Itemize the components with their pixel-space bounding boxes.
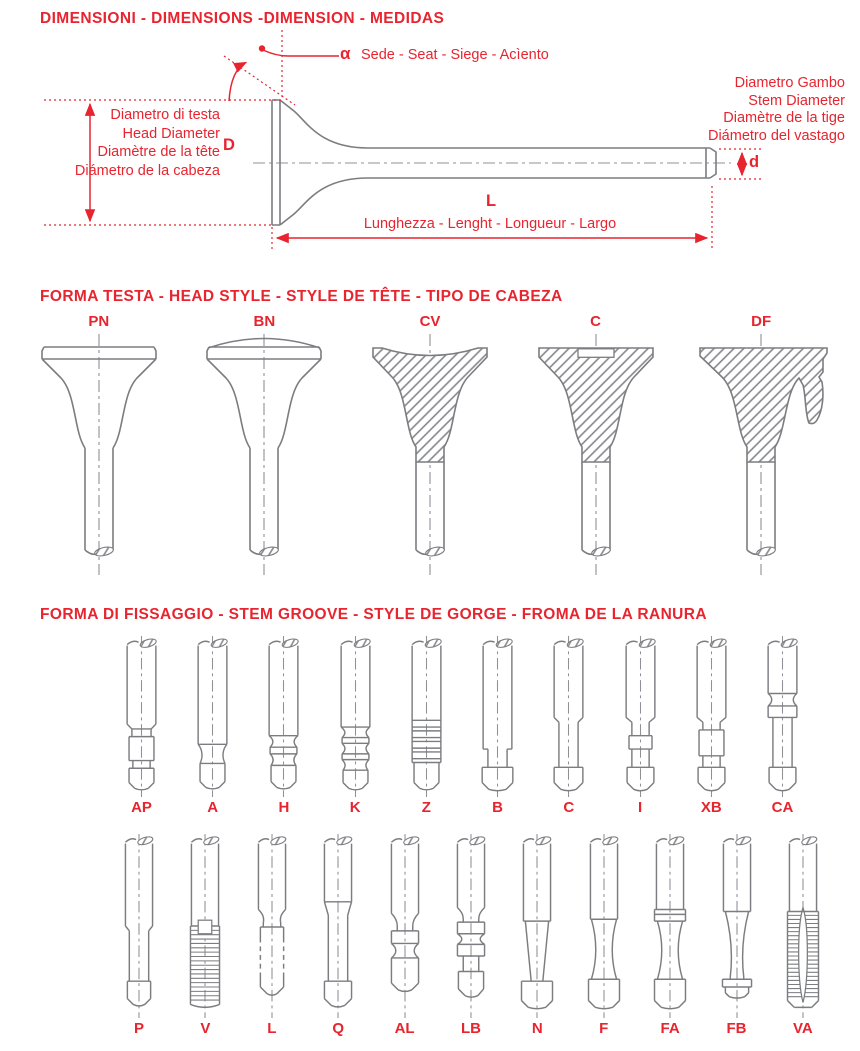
stem-groove-label: CA <box>771 799 794 816</box>
head-style-label: C <box>590 313 601 330</box>
stem-groove-row2 <box>108 834 834 1037</box>
stem-diameter-labels <box>645 75 845 145</box>
stem-type-al <box>374 834 436 1037</box>
stem-type-n <box>506 834 568 1037</box>
stem-type-fa <box>639 834 701 1037</box>
head-style-row <box>16 313 844 577</box>
stem-type-b <box>462 636 533 816</box>
stem-ap-drawing <box>106 636 177 797</box>
head-style-label: PN <box>88 313 110 330</box>
stem-h-drawing <box>248 636 319 797</box>
length-label: Lunghezza - Lenght - Longueur - Largo <box>363 216 617 232</box>
stem-type-ap <box>106 636 177 816</box>
stem-p-drawing <box>108 834 170 1018</box>
stem-groove-label: AL <box>394 1020 415 1037</box>
head-diameter-line-fr: Diamètre de la tête <box>97 144 220 160</box>
stem-groove-label: FB <box>726 1020 747 1037</box>
stem-type-xb <box>676 636 747 816</box>
stem-fa-drawing <box>639 834 701 1018</box>
stem-groove-title: FORMA DI FISSAGGIO - STEM GROOVE - STYLE DE GORGE - FROMA DE LA RANURA <box>40 606 707 623</box>
stem-groove-label: XB <box>700 799 722 816</box>
head-style-df <box>678 313 844 577</box>
stem-k-drawing <box>320 636 391 797</box>
head-style-label: BN <box>253 313 276 330</box>
stem-groove-label: VA <box>793 1020 813 1037</box>
seat-label: Sede - Seat - Siege - Acìento <box>361 47 549 63</box>
dimensions-title: DIMENSIONI - DIMENSIONS -DIMENSION - MEDIDAS <box>40 10 445 27</box>
length-symbol: L <box>486 192 497 210</box>
dimensions-section <box>0 0 860 276</box>
stem-diameter-symbol: d <box>749 153 760 171</box>
head-style-c <box>513 313 679 577</box>
stem-groove-label: Q <box>332 1020 344 1037</box>
stem-groove-label: P <box>133 1020 144 1037</box>
head-style-c-drawing <box>521 332 671 577</box>
head-style-pn <box>16 313 182 577</box>
head-style-cv-drawing <box>355 332 505 577</box>
stem-type-c <box>533 636 604 816</box>
stem-type-lb <box>440 834 502 1037</box>
stem-i-drawing <box>605 636 676 797</box>
stem-va-drawing <box>772 834 834 1018</box>
stem-lb-drawing <box>440 834 502 1018</box>
stem-type-v <box>174 834 236 1037</box>
stem-diameter-line-en: Stem Diameter <box>748 92 845 109</box>
stem-type-h <box>248 636 319 816</box>
head-diameter-line-es: Diámetro de la cabeza <box>74 162 220 179</box>
stem-n-drawing <box>506 834 568 1018</box>
stem-groove-label: N <box>531 1020 543 1037</box>
stem-groove-label: F <box>599 1020 609 1037</box>
stem-groove-label: H <box>278 799 290 816</box>
stem-l-drawing <box>241 834 303 1018</box>
stem-type-fb <box>706 834 768 1037</box>
stem-groove-label: FA <box>660 1020 680 1037</box>
alpha-symbol: α <box>340 44 351 63</box>
stem-xb-drawing <box>676 636 747 797</box>
head-style-title: FORMA TESTA - HEAD STYLE - STYLE DE TÊTE - TIPO DE CABEZA <box>40 288 563 305</box>
stem-type-k <box>320 636 391 816</box>
stem-b-drawing <box>462 636 533 797</box>
stem-groove-label: C <box>563 799 575 816</box>
stem-z-drawing <box>391 636 462 797</box>
stem-fb-drawing <box>706 834 768 1018</box>
stem-groove-label: A <box>207 799 219 816</box>
stem-type-ca <box>747 636 818 816</box>
stem-groove-label: AP <box>131 799 152 816</box>
head-diameter-line-it: Diametro di testa <box>110 107 220 123</box>
head-style-df-drawing <box>686 332 836 577</box>
stem-type-i <box>605 636 676 816</box>
stem-groove-label: Z <box>421 799 431 816</box>
head-style-pn-drawing <box>24 332 174 577</box>
head-style-cv <box>347 313 513 577</box>
head-style-bn <box>182 313 348 577</box>
stem-diameter-line-fr: Diamètre de la tige <box>723 110 845 126</box>
head-diameter-line-en: Head Diameter <box>122 125 220 142</box>
stem-f-drawing <box>573 834 635 1018</box>
head-diameter-labels <box>30 106 220 180</box>
stem-v-drawing <box>174 834 236 1018</box>
head-style-label: CV <box>419 313 441 330</box>
stem-groove-label: V <box>200 1020 211 1037</box>
stem-c-drawing <box>533 636 604 797</box>
stem-q-drawing <box>307 834 369 1018</box>
stem-a-drawing <box>177 636 248 797</box>
stem-type-p <box>108 834 170 1037</box>
stem-groove-label: L <box>267 1020 277 1037</box>
stem-type-z <box>391 636 462 816</box>
stem-type-l <box>241 834 303 1037</box>
stem-type-q <box>307 834 369 1037</box>
stem-type-f <box>573 834 635 1037</box>
head-style-bn-drawing <box>189 332 339 577</box>
stem-groove-row1 <box>106 636 818 816</box>
stem-groove-label: K <box>349 799 361 816</box>
stem-groove-label: LB <box>460 1020 481 1037</box>
seat-angle-arc <box>229 63 246 102</box>
stem-groove-label: I <box>637 799 643 816</box>
stem-type-a <box>177 636 248 816</box>
stem-al-drawing <box>374 834 436 1018</box>
stem-diameter-line-it: Diametro Gambo <box>734 75 845 91</box>
stem-type-va <box>772 834 834 1037</box>
head-diameter-symbol: D <box>223 136 235 154</box>
seat-leader-line <box>263 50 339 56</box>
stem-groove-label: B <box>492 799 504 816</box>
head-style-label: DF <box>751 313 772 330</box>
stem-ca-drawing <box>747 636 818 797</box>
stem-diameter-line-es: Diámetro del vastago <box>707 127 845 144</box>
